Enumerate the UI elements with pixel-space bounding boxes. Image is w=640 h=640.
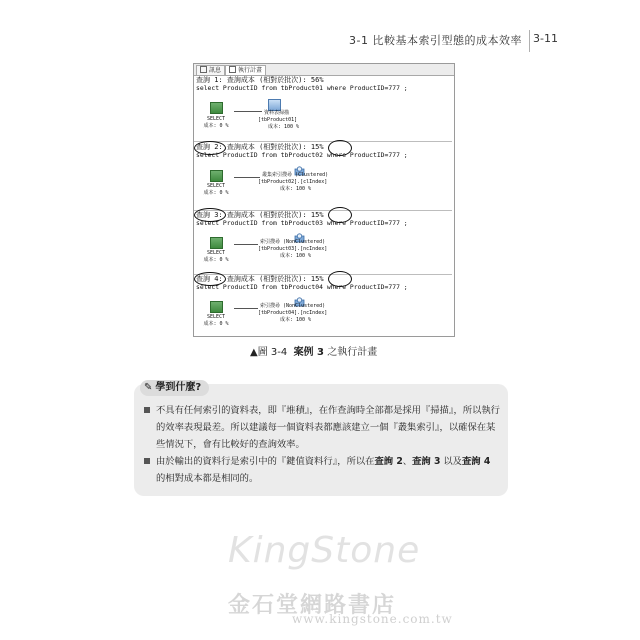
page-header [0,30,640,52]
index-seek-icon [294,292,305,302]
bullet-square-icon [144,458,150,464]
operator-cost: 成本: 100 % [280,317,312,323]
list-item: 不具有任何索引的資料表，即『堆積』，在作查詢時全部都是採用『掃描』，所以執行的效率表現最差。所以建議每一個資料表都應該建立一個『叢集索引』，以確保在某些情況下，會有比較好的查詢效率。 [144,402,502,453]
query-sql: select ProductID from tbProduct01 where ProductID=777 ; [196,84,408,92]
result-tabs [194,64,454,76]
select-label: SELECT [206,250,226,256]
what-learned-box [134,384,508,496]
plan-connector [234,177,260,178]
query-separator [194,141,452,142]
messages-icon [200,66,207,73]
tab-messages[interactable]: 訊息 [196,65,225,75]
pencil-icon: ✎ [144,382,153,393]
select-label: SELECT [206,314,226,320]
operator-name: 索引搜尋 (NonClustered) [260,303,326,309]
operator-cost: 成本: 100 % [280,186,312,192]
query-block-1 [194,76,452,142]
annotation-ellipse-query2 [194,141,226,155]
operator-name: 資料表掃描 [264,110,290,116]
operator-target: [tbProduct03].[ncIndex] [258,246,328,252]
select-cost: 成本: 0 % [203,321,229,327]
watermark-chinese: 金石堂網路書店 [228,592,397,618]
clustered-index-seek-icon [294,161,305,171]
annotation-ellipse-cost3 [328,207,352,223]
index-seek-icon [294,228,305,238]
select-cost: 成本: 0 % [203,257,229,263]
annotation-ellipse-query4 [194,272,226,286]
plan-icon [229,66,236,73]
plan-connector [234,244,258,245]
select-label: SELECT [206,116,226,122]
header-divider [529,30,530,52]
list-item: 由於輸出的資料行是索引中的『鍵值資料行』，所以在查詢 2、查詢 3 以及查詢 4 的相對成本都是相同的。 [144,453,502,487]
select-icon [210,102,223,114]
watermark-url: www.kingstone.com.tw [292,612,453,626]
query-block-2 [194,143,452,211]
select-cost: 成本: 0 % [203,190,229,196]
what-learned-list [144,402,502,487]
annotation-ellipse-cost4 [328,271,352,287]
chapter-title: 3-1 比較基本索引型態的成本效率 [349,34,522,47]
query-header: 查詢 4: 查詢成本 (相對於批次): 15% [196,275,324,283]
what-learned-title: ✎ 學到什麼? [140,380,209,396]
select-icon [210,237,223,249]
query-header: 查詢 2: 查詢成本 (相對於批次): 15% [196,143,324,151]
query-sql: select ProductID from tbProduct03 where ProductID=777 ; [196,219,408,227]
query-header: 查詢 1: 查詢成本 (相對於批次): 56% [196,76,324,84]
annotation-ellipse-query3 [194,208,226,222]
operator-target: [tbProduct02].[clIndex] [258,179,328,185]
select-cost: 成本: 0 % [203,123,229,129]
operator-name: 索引搜尋 (NonClustered) [260,239,326,245]
tab-execution-plan[interactable]: 執行計畫 [225,65,266,75]
query-sql: select ProductID from tbProduct02 where ProductID=777 ; [196,151,408,159]
query-header: 查詢 3: 查詢成本 (相對於批次): 15% [196,211,324,219]
select-icon [210,170,223,182]
page-number: 3-11 [533,32,558,45]
operator-name: 叢集索引搜尋 (Clustered) [262,172,329,178]
query-block-4 [194,275,452,335]
operator-cost: 成本: 100 % [268,124,300,130]
figure-caption: ▲圖 3-4 案例 3 之執行計畫 [250,347,378,358]
operator-cost: 成本: 100 % [280,253,312,259]
plan-connector [234,308,258,309]
annotation-ellipse-cost2 [328,140,352,156]
execution-plan-screenshot [193,63,455,337]
plan-connector [234,111,262,112]
bullet-square-icon [144,407,150,413]
query-sql: select ProductID from tbProduct04 where ProductID=777 ; [196,283,408,291]
operator-target: [tbProduct01] [258,117,298,123]
select-icon [210,301,223,313]
operator-target: [tbProduct04].[ncIndex] [258,310,328,316]
watermark-brand: KingStone [228,530,421,571]
query-block-3 [194,211,452,275]
select-label: SELECT [206,183,226,189]
